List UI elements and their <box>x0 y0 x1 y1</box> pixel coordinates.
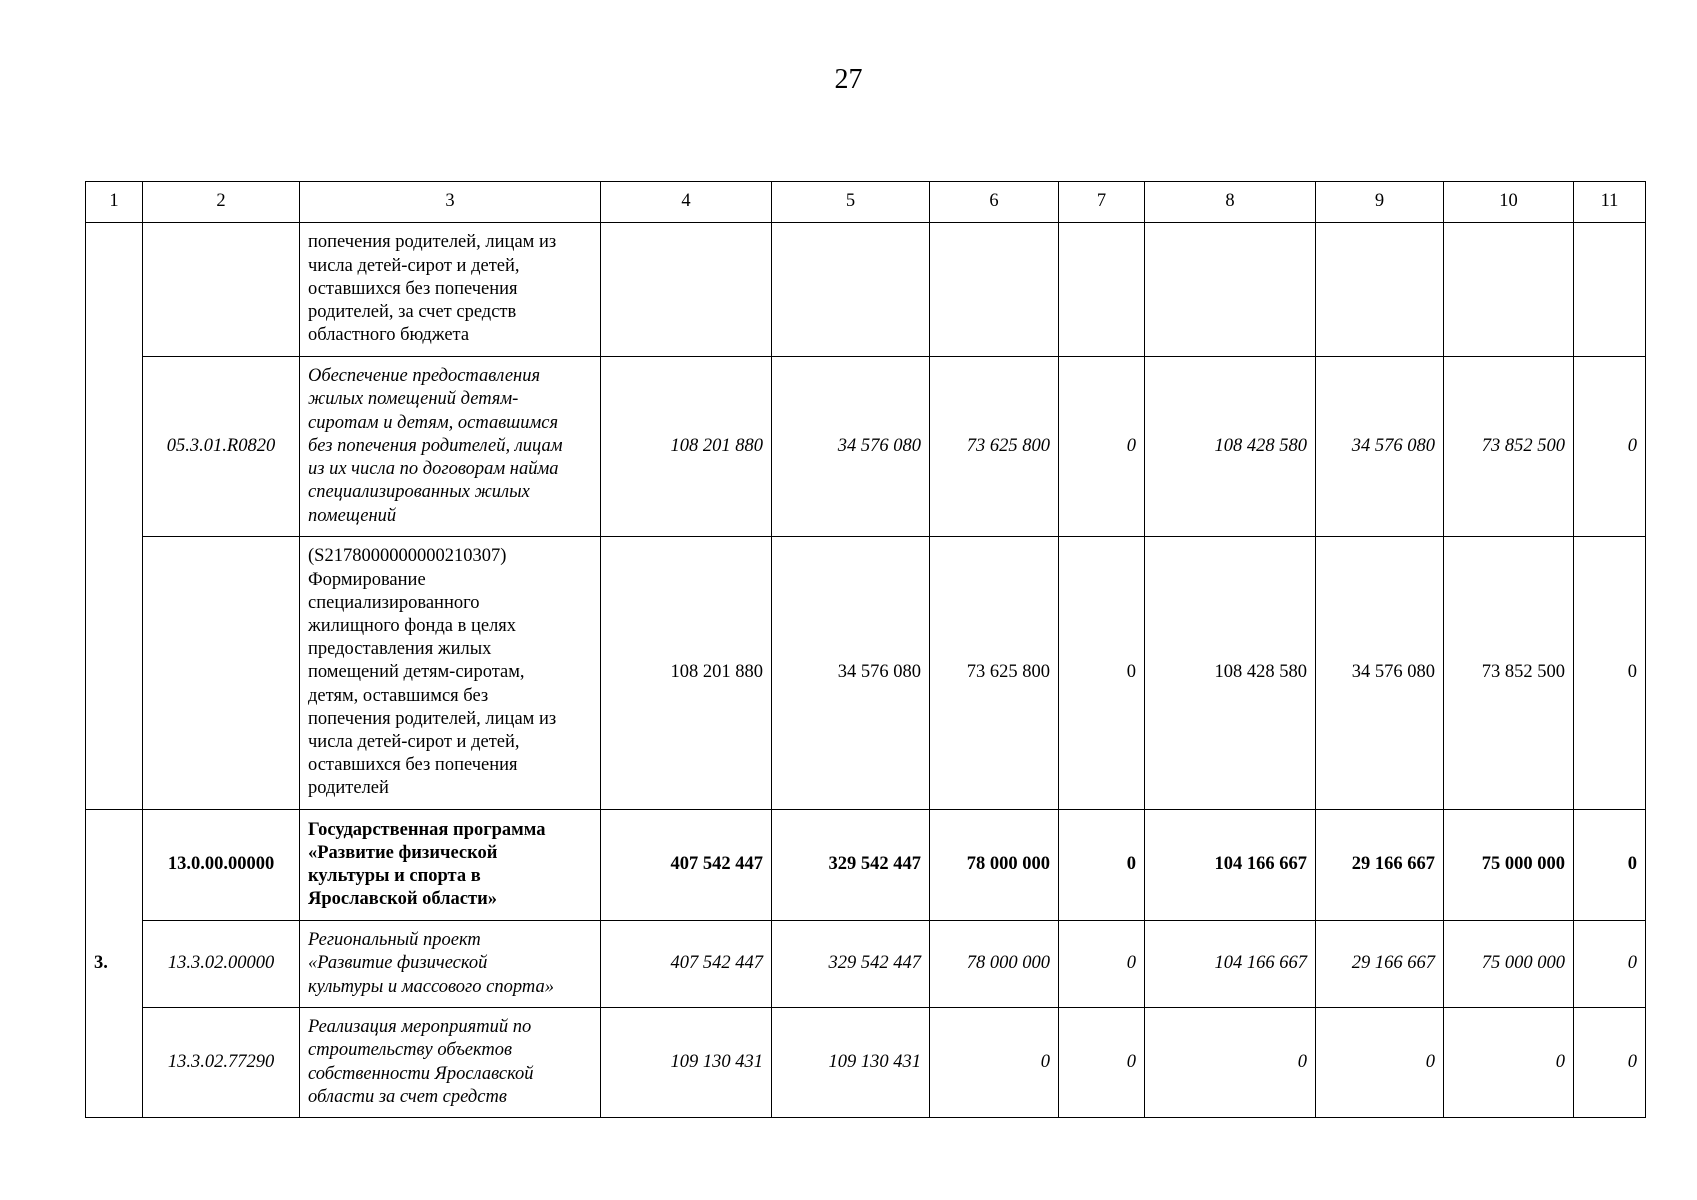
value-cell: 78 000 000 <box>930 810 1059 921</box>
section-number-cell: 3. <box>86 810 143 1118</box>
header-cell: 5 <box>772 182 930 223</box>
description-line: числа детей-сирот и детей, <box>308 255 520 276</box>
value-cell: 73 625 800 <box>930 357 1059 537</box>
description-line: жилых помещений детям- <box>308 389 519 410</box>
value-cell: 34 576 080 <box>1316 357 1444 537</box>
section-number-cell <box>86 223 143 810</box>
code-cell <box>143 223 300 357</box>
description-line: собственности Ярославской <box>308 1063 534 1084</box>
value-cell: 109 130 431 <box>772 1008 930 1118</box>
value-cell: 0 <box>1574 810 1646 921</box>
description-cell <box>300 223 601 357</box>
value-cell: 104 166 667 <box>1145 921 1316 1008</box>
value-cell: 329 542 447 <box>772 921 930 1008</box>
description-line: области за счет средств <box>308 1086 507 1107</box>
description-line: специализированных жилых <box>308 482 530 503</box>
code-cell <box>143 537 300 810</box>
code-cell: 05.3.01.R0820 <box>143 357 300 537</box>
code-cell: 13.3.02.00000 <box>143 921 300 1008</box>
table-row <box>86 537 1646 810</box>
description-line: жилищного фонда в целях <box>308 615 517 636</box>
value-cell: 0 <box>1574 1008 1646 1118</box>
value-cell: 0 <box>1574 357 1646 537</box>
value-cell: 29 166 667 <box>1316 810 1444 921</box>
value-cell: 0 <box>1059 357 1145 537</box>
value-cell: 0 <box>1059 537 1145 810</box>
description-line: Обеспечение предоставления <box>308 366 541 387</box>
description-cell <box>300 537 601 810</box>
header-cell: 4 <box>601 182 772 223</box>
value-cell <box>1145 223 1316 357</box>
description-line: детям, оставшимся без <box>308 685 489 706</box>
header-cell: 11 <box>1574 182 1646 223</box>
description-line: областного бюджета <box>308 325 470 346</box>
description-cell <box>300 357 601 537</box>
description-line: Реализация мероприятий по <box>308 1017 532 1038</box>
table-header-row <box>86 182 1646 223</box>
description-line: строительству объектов <box>308 1040 513 1061</box>
table-row <box>86 357 1646 537</box>
value-cell: 75 000 000 <box>1444 921 1574 1008</box>
description-line: попечения родителей, лицам из <box>308 232 557 253</box>
description-line: родителей <box>308 778 389 799</box>
value-cell <box>1574 223 1646 357</box>
description-line: (S2178000000000210307) <box>308 546 507 567</box>
value-cell: 407 542 447 <box>601 810 772 921</box>
description-line: сиротам и детям, оставшимся <box>308 412 559 433</box>
description-line: Ярославской области» <box>308 889 497 910</box>
description-line: «Развитие физической <box>308 842 498 863</box>
description-line: из их числа по договорам найма <box>308 459 559 480</box>
description-line: Формирование <box>308 569 426 590</box>
value-cell: 34 576 080 <box>772 357 930 537</box>
value-cell <box>1316 223 1444 357</box>
table-row <box>86 223 1646 357</box>
description-line: помещений <box>308 505 397 526</box>
value-cell: 108 428 580 <box>1145 357 1316 537</box>
table-row <box>86 810 1646 921</box>
description-line: Региональный проект <box>308 930 481 951</box>
value-cell: 75 000 000 <box>1444 810 1574 921</box>
description-line: помещений детям-сиротам, <box>308 662 525 683</box>
description-line: числа детей-сирот и детей, <box>308 732 520 752</box>
header-cell: 1 <box>86 182 143 223</box>
code-cell: 13.3.02.77290 <box>143 1008 300 1118</box>
value-cell: 0 <box>1059 1008 1145 1118</box>
value-cell <box>930 223 1059 357</box>
budget-table <box>85 181 1646 1118</box>
value-cell: 34 576 080 <box>772 537 930 810</box>
header-cell: 6 <box>930 182 1059 223</box>
description-line: без попечения родителей, лицам <box>308 435 563 456</box>
value-cell: 0 <box>1059 921 1145 1008</box>
value-cell: 108 201 880 <box>601 537 772 810</box>
description-line: родителей, за счет средств <box>308 302 517 323</box>
description-line: предоставления жилых <box>308 639 492 660</box>
value-cell: 329 542 447 <box>772 810 930 921</box>
value-cell: 73 852 500 <box>1444 357 1574 537</box>
value-cell: 0 <box>1145 1008 1316 1118</box>
value-cell <box>1059 223 1145 357</box>
value-cell: 108 201 880 <box>601 357 772 537</box>
description-cell <box>300 810 601 921</box>
value-cell: 78 000 000 <box>930 921 1059 1008</box>
value-cell: 0 <box>1059 810 1145 921</box>
value-cell: 108 428 580 <box>1145 537 1316 810</box>
description-line: оставшихся без попечения <box>308 755 518 776</box>
value-cell: 73 852 500 <box>1444 537 1574 810</box>
value-cell: 0 <box>930 1008 1059 1118</box>
header-cell: 3 <box>300 182 601 223</box>
header-cell: 7 <box>1059 182 1145 223</box>
value-cell: 0 <box>1316 1008 1444 1118</box>
value-cell: 407 542 447 <box>601 921 772 1008</box>
value-cell: 29 166 667 <box>1316 921 1444 1008</box>
description-line: попечения родителей, лицам из <box>308 708 557 729</box>
description-cell <box>300 1008 601 1118</box>
table-row <box>86 1008 1646 1118</box>
value-cell: 0 <box>1444 1008 1574 1118</box>
page-number: 27 <box>834 64 863 95</box>
value-cell <box>601 223 772 357</box>
header-cell: 8 <box>1145 182 1316 223</box>
value-cell: 73 625 800 <box>930 537 1059 810</box>
table-row <box>86 921 1646 1008</box>
value-cell: 0 <box>1574 921 1646 1008</box>
description-line: культуры и массового спорта» <box>308 976 554 997</box>
description-line: специализированного <box>308 592 480 613</box>
description-line: Государственная программа <box>308 819 546 840</box>
value-cell: 0 <box>1574 537 1646 810</box>
description-cell <box>300 921 601 1008</box>
description-line: «Развитие физической <box>308 953 488 974</box>
value-cell: 109 130 431 <box>601 1008 772 1118</box>
header-cell: 10 <box>1444 182 1574 223</box>
header-cell: 2 <box>143 182 300 223</box>
code-cell: 13.0.00.00000 <box>143 810 300 921</box>
header-cell: 9 <box>1316 182 1444 223</box>
value-cell: 104 166 667 <box>1145 810 1316 921</box>
value-cell <box>1444 223 1574 357</box>
value-cell: 34 576 080 <box>1316 537 1444 810</box>
value-cell <box>772 223 930 357</box>
description-line: оставшихся без попечения <box>308 278 518 299</box>
description-line: культуры и спорта в <box>308 866 481 886</box>
